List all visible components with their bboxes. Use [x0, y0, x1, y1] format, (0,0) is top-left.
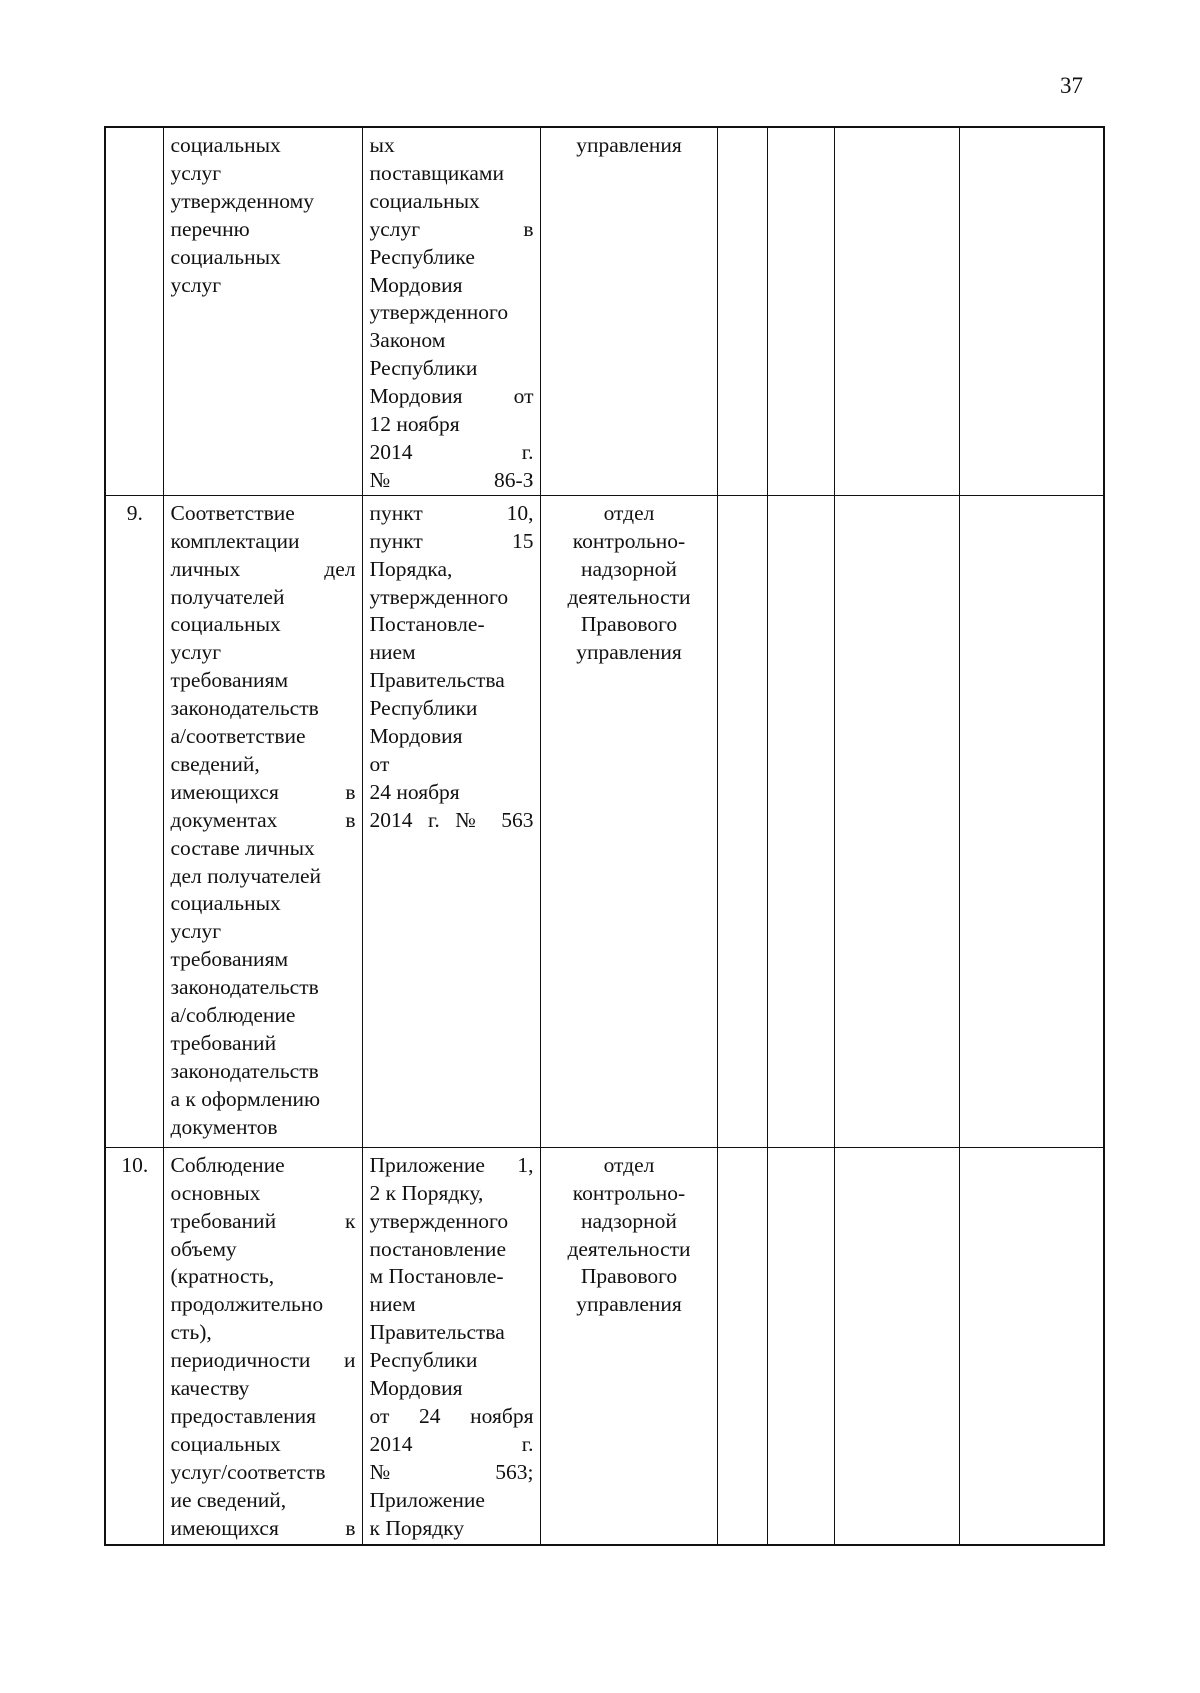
document-table — [104, 126, 1105, 1546]
empty-cell — [834, 127, 959, 495]
basis-cell — [362, 127, 540, 495]
empty-cell — [834, 495, 959, 1147]
requirement-line: Соблюдение — [170, 1152, 285, 1177]
basis-line: Правительства — [369, 1320, 505, 1345]
basis-line: Республике — [369, 244, 475, 269]
requirement-line: периодичности и — [170, 1348, 356, 1373]
requirement-line: продолжительно — [170, 1292, 324, 1317]
row-number-cell — [105, 127, 163, 495]
basis-line: поставщиками — [369, 160, 505, 185]
requirement-line: требованиям — [170, 668, 289, 693]
basis-line: 2014 г. — [369, 1431, 534, 1456]
basis-line: услуг в — [369, 216, 534, 241]
responsible-cell — [540, 127, 717, 495]
requirement-line: социальных — [170, 612, 281, 637]
responsible-line: контрольно- — [572, 1180, 686, 1205]
requirement-line: законодательств — [170, 975, 319, 1000]
requirement-line: требований к — [170, 1208, 356, 1233]
requirement-line: требований — [170, 1031, 277, 1055]
basis-line: 2 к Порядку, — [369, 1180, 484, 1205]
basis-line: № 563; — [369, 1459, 534, 1484]
requirement-line: составе личных — [170, 835, 315, 860]
basis-line: Постановле- — [369, 612, 485, 637]
requirement-cell — [163, 127, 362, 495]
requirement-line: социальных — [170, 244, 281, 269]
responsible-line: контрольно- — [572, 528, 686, 553]
table-row — [105, 495, 1104, 1147]
empty-cell — [767, 127, 834, 495]
basis-line: Мордовия — [369, 1376, 463, 1401]
empty-cell — [717, 127, 767, 495]
responsible-line: Правового — [580, 612, 678, 637]
basis-line: пункт 10, — [369, 500, 534, 525]
basis-line: постановление — [369, 1236, 506, 1261]
page-number: 37 — [1060, 73, 1083, 98]
empty-cell — [717, 1147, 767, 1545]
basis-line: Республики — [369, 1348, 478, 1373]
basis-line: Приложение 1, — [369, 1152, 534, 1177]
requirement-line: документов — [170, 1114, 278, 1139]
basis-line: Порядка, — [369, 556, 453, 581]
empty-cell — [834, 1147, 959, 1545]
basis-line: утвержденного — [369, 584, 509, 609]
basis-line: социальных — [369, 188, 480, 213]
responsible-line: деятельности — [567, 1236, 691, 1261]
basis-line: Мордовия — [369, 272, 463, 297]
basis-line: утвержденного — [369, 1208, 509, 1233]
responsible-line: управления — [576, 640, 682, 665]
requirement-line: утвержденному — [170, 188, 315, 213]
requirement-line: дел получателей — [170, 863, 322, 888]
requirement-line: услуг/соответств — [170, 1459, 326, 1484]
empty-cell — [767, 495, 834, 1147]
requirement-line: законодательств — [170, 1058, 319, 1083]
responsible-cell — [540, 1147, 717, 1545]
requirement-line: предоставления — [170, 1403, 317, 1428]
requirement-line: сть), — [170, 1320, 212, 1345]
basis-line: Правительства — [369, 668, 505, 693]
basis-line: Республики — [369, 696, 478, 721]
requirement-line: законодательств — [170, 696, 319, 721]
table-row — [105, 1147, 1104, 1545]
requirement-line: услуг — [170, 919, 222, 944]
empty-cell — [959, 127, 1104, 495]
responsible-line: надзорной — [581, 556, 677, 581]
row-number: 10. — [121, 1152, 149, 1177]
empty-cell — [959, 495, 1104, 1147]
requirement-line: социальных — [170, 133, 281, 157]
basis-line: 12 ноября — [369, 412, 460, 437]
responsible-cell — [540, 495, 717, 1147]
basis-line: Приложение — [369, 1487, 485, 1512]
responsible-line: отдел — [603, 500, 655, 525]
requirement-line: услуг — [170, 640, 222, 665]
basis-line: ых — [369, 133, 395, 157]
requirement-line: личных дел — [170, 556, 356, 581]
basis-line: Законом — [369, 328, 446, 353]
basis-line: 2014 г. — [369, 439, 534, 464]
requirement-line: получателей — [170, 584, 285, 609]
responsible-line: отдел — [603, 1152, 655, 1177]
empty-cell — [959, 1147, 1104, 1545]
basis-cell — [362, 495, 540, 1147]
responsible-line: управления — [576, 133, 682, 157]
requirement-line: услуг — [170, 272, 222, 297]
requirement-cell — [163, 495, 362, 1147]
requirement-line: имеющихся в — [170, 1515, 356, 1540]
responsible-line: Правового — [580, 1264, 678, 1289]
basis-line: нием — [369, 640, 416, 665]
basis-line: от 24 ноября — [369, 1403, 534, 1428]
requirement-line: имеющихся в — [170, 779, 356, 804]
row-number: 9. — [126, 500, 143, 525]
basis-line: 2014 г. № 563 — [369, 807, 534, 832]
table-row — [105, 127, 1104, 495]
basis-line: утвержденного — [369, 300, 509, 325]
requirement-line: а/соответствие — [170, 724, 306, 749]
requirement-line: а к оформлению — [170, 1086, 321, 1111]
basis-line: № 86-З — [369, 467, 534, 492]
requirement-line: требованиям — [170, 947, 289, 972]
requirement-line: объему — [170, 1236, 237, 1261]
basis-line: пункт 15 — [369, 528, 534, 553]
requirement-line: (кратность, — [170, 1264, 275, 1289]
requirement-cell — [163, 1147, 362, 1545]
requirement-line: основных — [170, 1180, 261, 1205]
requirement-line: услуг — [170, 160, 222, 185]
requirement-line: а/соблюдение — [170, 1003, 296, 1028]
basis-line: м Постановле- — [369, 1264, 504, 1289]
responsible-line: деятельности — [567, 584, 691, 609]
basis-line: к Порядку — [369, 1515, 465, 1540]
requirement-line: социальных — [170, 1431, 281, 1456]
requirement-line: качеству — [170, 1376, 250, 1401]
basis-line: нием — [369, 1292, 416, 1317]
empty-cell — [767, 1147, 834, 1545]
requirement-line: Соответствие — [170, 500, 295, 525]
basis-line: Республики — [369, 356, 478, 381]
basis-cell — [362, 1147, 540, 1545]
responsible-line: управления — [576, 1292, 682, 1317]
requirement-line: документах в — [170, 807, 356, 832]
responsible-line: надзорной — [581, 1208, 677, 1233]
requirement-line: сведений, — [170, 751, 260, 776]
basis-line: Мордовия от — [369, 384, 534, 409]
requirement-line: ие сведений, — [170, 1487, 287, 1512]
basis-line: Мордовия — [369, 724, 463, 749]
row-number-cell — [105, 1147, 163, 1545]
row-number-cell — [105, 495, 163, 1147]
basis-line: 24 ноября — [369, 779, 460, 804]
basis-line: от — [369, 751, 390, 776]
requirement-line: перечню — [170, 216, 250, 241]
empty-cell — [717, 495, 767, 1147]
requirement-line: комплектации — [170, 528, 300, 553]
requirement-line: социальных — [170, 891, 281, 916]
